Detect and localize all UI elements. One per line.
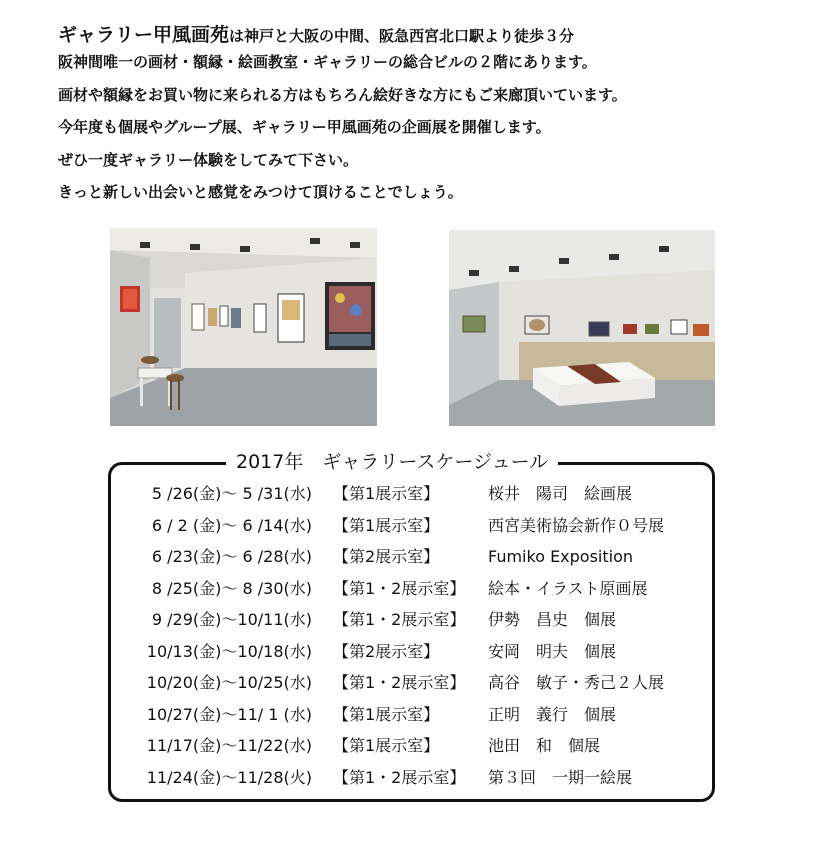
schedule-room: 【第1展示室】: [333, 484, 440, 503]
schedule-date: 6 / 2 (金)～ 6 /14(水): [151, 515, 312, 535]
schedule-date: 10/13(金)～10/18(水): [146, 641, 312, 661]
gallery-name: ギャラリー甲風画苑: [58, 24, 230, 46]
intro-text: [58, 26, 798, 216]
schedule-room: 【第1・2展示室】: [333, 767, 466, 787]
schedule-event: 桜井 陽司 絵画展: [488, 484, 633, 503]
schedule-event: 高谷 敏子・秀己２人展: [488, 673, 665, 692]
schedule-event: Fumiko Exposition: [488, 547, 634, 566]
intro-line-2: 阪神間唯一の画材・額縁・絵画教室・ギャラリーの総合ビルの２階にあります。: [58, 53, 597, 71]
schedule-date: 6 /23(金)～ 6 /28(水): [151, 547, 312, 566]
schedule-event: 安岡 明夫 個展: [488, 641, 617, 661]
schedule-room: 【第1展示室】: [333, 515, 440, 535]
schedule-room: 【第1・2展示室】: [333, 673, 466, 692]
schedule-room: 【第1展示室】: [333, 704, 440, 724]
intro-line-1-rest: は神戸と大阪の中間、阪急西宮北口駅より徒歩３分: [229, 27, 575, 45]
gallery-room-image: [110, 228, 377, 426]
schedule-event: 池田 和 個展: [488, 736, 601, 755]
gallery-photo-right: [449, 230, 715, 426]
schedule-date: 10/20(金)～10/25(水): [146, 673, 312, 692]
schedule-date: 8 /25(金)～ 8 /30(水): [151, 578, 312, 598]
schedule-date: 10/27(金)～11/ 1 (水): [146, 704, 312, 724]
intro-line-1: [58, 26, 798, 44]
schedule-date: 11/17(金)～11/22(水): [146, 736, 312, 755]
schedule-title: 2017年 ギャラリースケージュール: [226, 449, 558, 475]
schedule-room: 【第1・2展示室】: [333, 578, 466, 598]
schedule-room: 【第2展示室】: [333, 547, 440, 566]
schedule-event: 伊勢 昌史 個展: [488, 610, 617, 629]
schedule-room: 【第2展示室】: [333, 641, 440, 661]
intro-line-3: 画材や額縁をお買い物に来られる方はもちろん絵好きな方にもご来廊頂いています。: [58, 85, 627, 104]
schedule-date: 9 /29(金)～10/11(水): [151, 610, 312, 629]
schedule-event: 絵本・イラスト原画展: [488, 578, 648, 598]
schedule-date: 11/24(金)～11/28(火): [146, 767, 312, 787]
schedule-event: 西宮美術協会新作０号展: [488, 515, 665, 535]
intro-line-4: 今年度も個展やグループ展、ギャラリー甲風画苑の企画展を開催します。: [58, 118, 551, 136]
intro-line-6: きっと新しい出会いと感覚をみつけて頂けることでしょう。: [58, 183, 463, 201]
gallery-photo-left: [110, 228, 377, 426]
schedule-date: 5 /26(金)～ 5 /31(水): [151, 484, 312, 503]
schedule-room: 【第1・2展示室】: [333, 610, 466, 629]
intro-line-5: ぜひ一度ギャラリー体験をしてみて下さい。: [58, 150, 359, 169]
schedule-event: 第３回 一期一絵展: [488, 767, 633, 787]
exhibition-room-image: [449, 230, 715, 426]
schedule-event: 正明 義行 個展: [488, 704, 617, 724]
schedule-room: 【第1展示室】: [333, 736, 440, 755]
